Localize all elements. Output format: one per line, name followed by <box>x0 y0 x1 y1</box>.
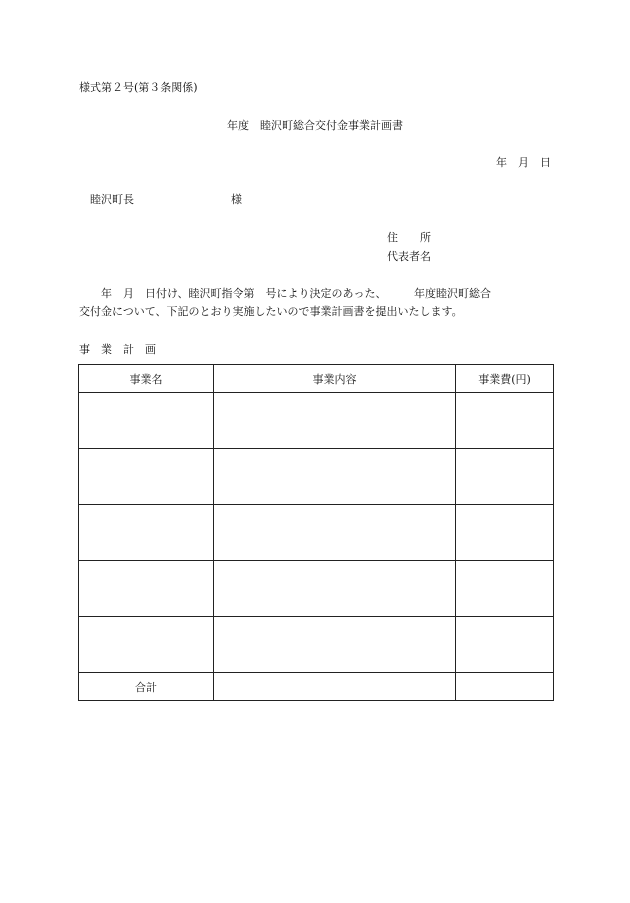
table-row <box>79 393 554 449</box>
header-project-content: 事業内容 <box>214 365 456 393</box>
recipient-name: 睦沢町長 <box>90 193 134 206</box>
table-row <box>79 505 554 561</box>
table-total-row <box>79 673 554 701</box>
cell-project-cost[interactable] <box>456 617 554 673</box>
cell-project-name[interactable] <box>79 505 214 561</box>
table-row <box>79 561 554 617</box>
header-project-cost: 事業費(円) <box>456 365 554 393</box>
table-row <box>79 449 554 505</box>
form-number: 様式第２号(第３条関係) <box>79 81 198 94</box>
total-cost-cell[interactable] <box>456 673 554 701</box>
plan-table <box>78 364 554 701</box>
cell-project-content[interactable] <box>214 393 456 449</box>
cell-project-cost[interactable] <box>456 449 554 505</box>
cell-project-name[interactable] <box>79 449 214 505</box>
cell-project-name[interactable] <box>79 393 214 449</box>
recipient-honorific: 様 <box>231 193 242 206</box>
cell-project-cost[interactable] <box>456 505 554 561</box>
table-header-row <box>79 365 554 393</box>
total-label: 合計 <box>79 673 214 701</box>
document-title: 年度 睦沢町総合交付金事業計画書 <box>227 119 403 132</box>
table-row <box>79 617 554 673</box>
cell-project-cost[interactable] <box>456 393 554 449</box>
cell-project-cost[interactable] <box>456 561 554 617</box>
header-project-name: 事業名 <box>79 365 214 393</box>
cell-project-name[interactable] <box>79 561 214 617</box>
body-text-line-1: 年 月 日付け、睦沢町指令第 号により決定のあった、 年度睦沢町総合 <box>79 287 491 300</box>
cell-project-name[interactable] <box>79 617 214 673</box>
cell-project-content[interactable] <box>214 561 456 617</box>
cell-project-content[interactable] <box>214 505 456 561</box>
body-text-line-2: 交付金について、下記のとおり実施したいので事業計画書を提出いたします。 <box>79 305 463 318</box>
total-content-cell[interactable] <box>214 673 456 701</box>
representative-label: 代表者名 <box>387 250 431 263</box>
cell-project-content[interactable] <box>214 617 456 673</box>
section-heading: 事 業 計 画 <box>79 343 156 356</box>
address-label: 住 所 <box>387 231 431 244</box>
date-line: 年 月 日 <box>496 156 551 169</box>
cell-project-content[interactable] <box>214 449 456 505</box>
